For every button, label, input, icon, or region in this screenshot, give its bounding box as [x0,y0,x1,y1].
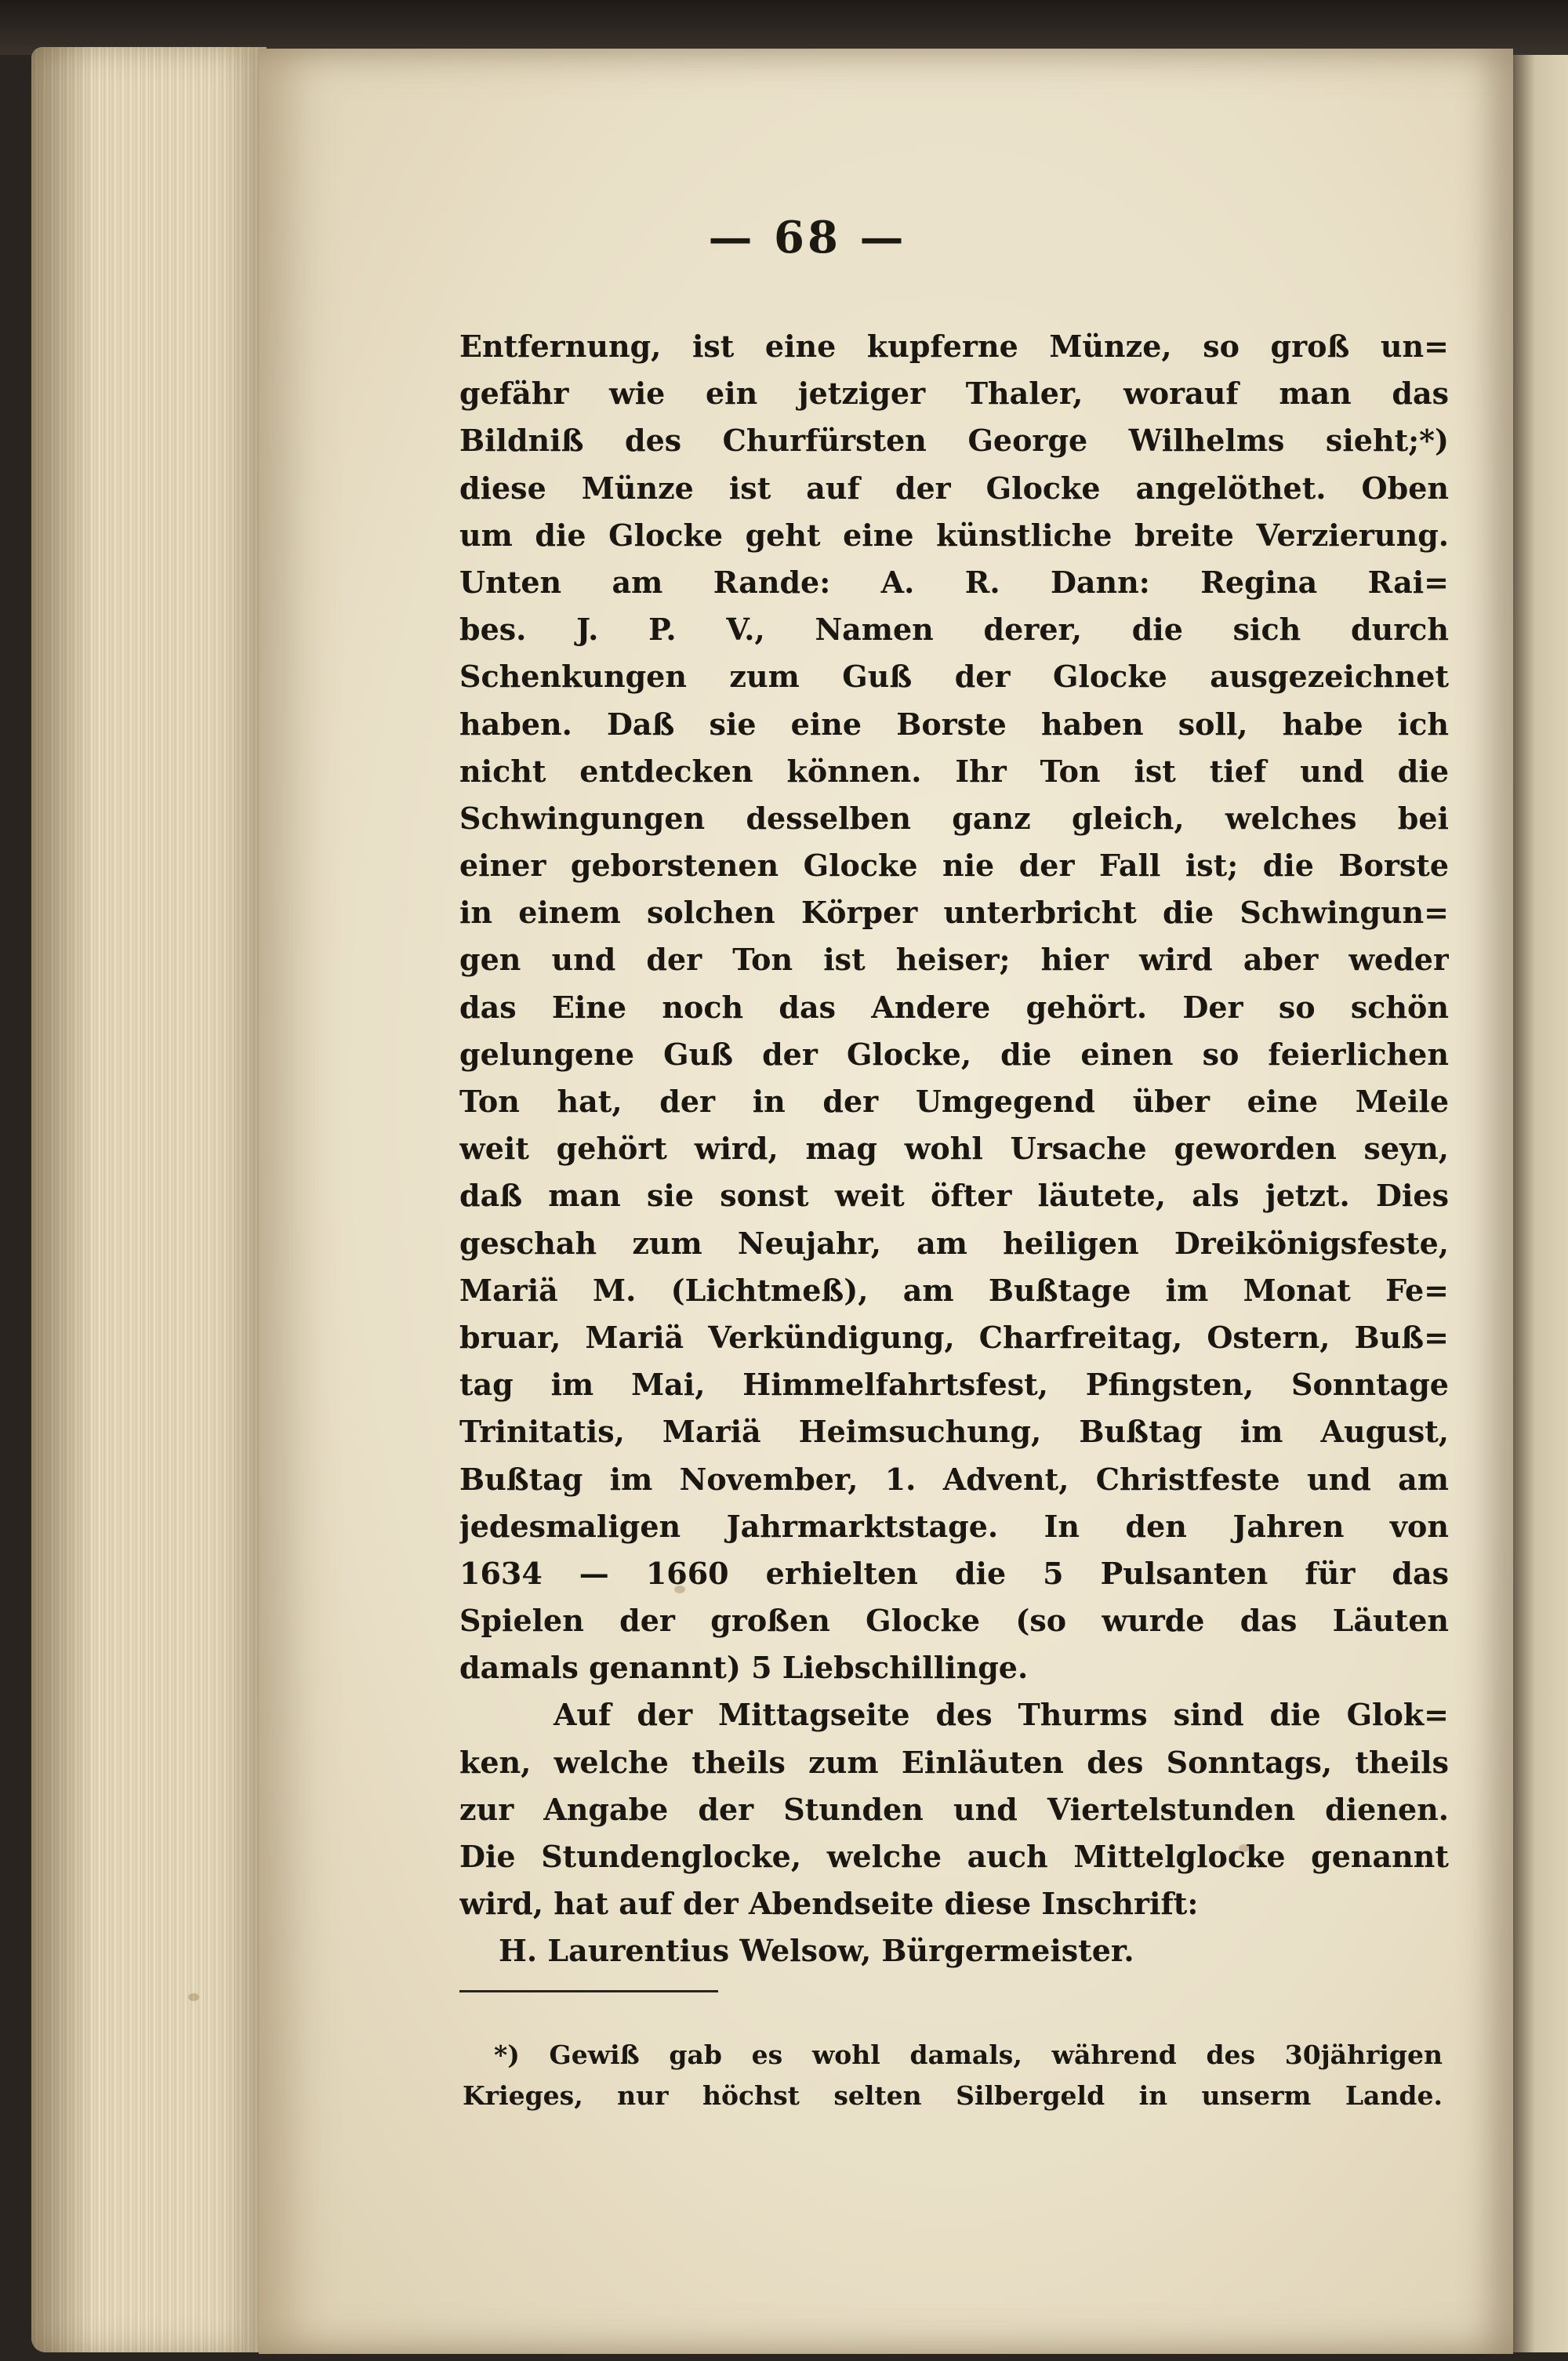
text-line: Spielen der großen Glocke (so wurde das Läuten [459,1603,1449,1639]
text-line: einer geborstenen Glocke nie der Fall ist; die Borste [459,848,1449,884]
text-line: Auf der Mittagseite des Thurms sind die Glok= [554,1697,1449,1733]
text-line: damals genannt) 5 Liebschillinge. [459,1650,1029,1686]
inscription-line: H. Laurentius Welsow, Bürgermeister. [499,1933,1134,1969]
text-line: Die Stundenglocke, welche auch Mittelglocke genannt [459,1839,1449,1874]
text-line: Bußtag im November, 1. Advent, Christfeste und am [459,1461,1449,1497]
text-line: jedesmaligen Jahrmarktstage. In den Jahren von [459,1508,1449,1544]
paper-spot [188,1993,199,2001]
body-text [459,323,1449,1975]
text-line: haben. Daß sie eine Borste haben soll, habe ich [459,706,1449,742]
text-line: gefähr wie ein jetziger Thaler, worauf man das [459,376,1449,412]
text-line: gelungene Guß der Glocke, die einen so feierlichen [459,1036,1449,1072]
text-line: Bildniß des Churfürsten George Wilhelms sieht;*) [459,423,1449,459]
page-number: — 68 — [708,212,907,263]
text-line: in einem solchen Körper unterbricht die Schwingun= [459,895,1449,931]
text-line: zur Angabe der Stunden und Viertelstunden dienen. [459,1791,1449,1827]
text-line: Schenkungen zum Guß der Glocke ausgezeichnet [459,659,1449,695]
text-line: Mariä M. (Lichtmeß), am Bußtage im Monat Fe= [459,1272,1449,1308]
text-line: geschah zum Neujahr, am heiligen Dreikönigsfeste, [459,1225,1449,1261]
book-edge-shadow [31,47,94,2352]
footnote-line: *) Gewiß gab es wohl damals, während des 30jährigen [494,2040,1443,2070]
text-line: wird, hat auf der Abendseite diese Inschrift: [459,1886,1199,1922]
text-line: daß man sie sonst weit öfter läutete, als jetzt. Dies [459,1178,1449,1214]
footnote-rule [459,1990,718,1992]
text-line: ken, welche theils zum Einläuten des Sonntags, theils [459,1744,1449,1780]
text-line: tag im Mai, Himmelfahrtsfest, Pfingsten, Sonntage [459,1367,1449,1403]
text-line: bes. J. P. V., Namen derer, die sich durch [459,612,1449,648]
text-line: Ton hat, der in der Umgegend über eine Meile [459,1084,1449,1119]
footnote [463,2035,1443,2116]
text-line: um die Glocke geht eine künstliche breite Verzierung. [459,517,1449,553]
text-line: 1634 — 1660 erhielten die 5 Pulsanten für das [459,1555,1449,1591]
footnote-line: Krieges, nur höchst selten Silbergeld in unserm Lande. [463,2080,1443,2111]
text-line: bruar, Mariä Verkündigung, Charfreitag, Ostern, Buß= [459,1319,1449,1355]
text-line: diese Münze ist auf der Glocke angelöthet. Oben [459,470,1449,506]
text-line: Schwingungen desselben ganz gleich, welches bei [459,800,1449,836]
text-line: Entfernung, ist eine kupferne Münze, so groß un= [459,329,1449,364]
facing-page-sliver [1513,55,1568,2352]
text-line: Trinitatis, Mariä Heimsuchung, Bußtag im August, [459,1414,1449,1450]
text-line: weit gehört wird, mag wohl Ursache geworden seyn, [459,1131,1449,1167]
text-line: gen und der Ton ist heiser; hier wird aber weder [459,942,1449,978]
text-line: das Eine noch das Andere gehört. Der so schön [459,989,1449,1025]
text-line: nicht entdecken können. Ihr Ton ist tief und die [459,753,1449,789]
text-line: Unten am Rande: A. R. Dann: Regina Rai= [459,564,1449,600]
